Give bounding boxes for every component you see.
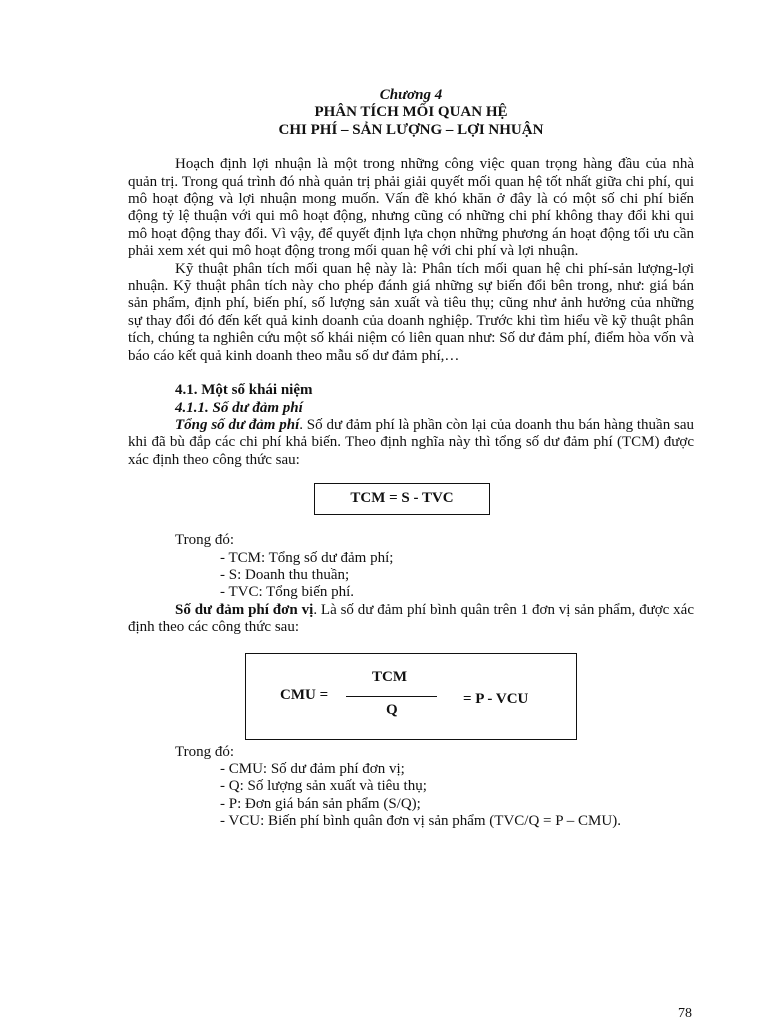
tcm-term: Tổng số dư đảm phí bbox=[175, 416, 300, 433]
cmu-definition-text: . Là số dư đảm phí bình quân trên 1 đơn vị sản phẩm, được xác định theo các công thức sau: bbox=[128, 601, 694, 636]
list-item: - TCM: Tổng số dư đảm phí; bbox=[220, 549, 394, 566]
chapter-title-line1: PHÂN TÍCH MỐI QUAN HỆ bbox=[314, 104, 508, 121]
chapter-label: Chương 4 bbox=[379, 87, 443, 103]
chapter-heading bbox=[128, 87, 694, 139]
definition-list-2 bbox=[128, 761, 694, 831]
formula-rhs: = P - VCU bbox=[463, 690, 529, 707]
formula-lhs: CMU = bbox=[280, 686, 329, 703]
definition-list-1 bbox=[128, 550, 694, 602]
cmu-definition bbox=[128, 602, 694, 637]
section-heading: 4.1. Một số khái niệm bbox=[175, 382, 313, 399]
formula-numerator: TCM bbox=[372, 668, 407, 685]
list-item: - VCU: Biến phí bình quân đơn vị sản phẩm (TVC/Q = P – CMU). bbox=[220, 813, 621, 830]
formula-denominator: Q bbox=[386, 701, 398, 718]
list-item: - Q: Số lượng sản xuất và tiêu thụ; bbox=[220, 778, 427, 795]
tcm-definition bbox=[128, 417, 694, 469]
where-label-2: Trong đó: bbox=[175, 743, 235, 760]
page-number: 78 bbox=[678, 1006, 692, 1021]
intro-paragraph-1: Hoạch định lợi nhuận là một trong những công việc quan trọng hàng đầu của nhà quản trị. Trong quá trình đó nhà quản trị phải giải quyết mối quan hệ tốt nhất giữa chi phí, qui mô hoạt động và lợi nhuận mong muốn. Vấn đề khó khăn ở đây là có một số chi phí biến động tỷ lệ thuận với qui mô hoạt động, nhưng cũng có những chi phí không thay đổi khi qui mô hoạt động thay đổi. Vì vậy, để quyết định lựa chọn những phương án hoạt động tối ưu cần phải xem xét qui mô hoạt động trong mối quan hệ với chi phí và lợi nhuận. bbox=[128, 156, 694, 260]
page-content bbox=[128, 87, 694, 831]
subsection-heading: 4.1.1. Số dư đảm phí bbox=[175, 399, 303, 416]
formula-tcm-box: TCM = S - TVC bbox=[314, 483, 490, 515]
fraction-bar bbox=[346, 696, 437, 697]
list-item: - P: Đơn giá bán sản phẩm (S/Q); bbox=[220, 795, 421, 812]
cmu-term: Số dư đảm phí đơn vị bbox=[175, 601, 314, 618]
list-item: - TVC: Tổng biến phí. bbox=[220, 584, 355, 601]
chapter-title-line2: CHI PHÍ – SẢN LƯỢNG – LỢI NHUẬN bbox=[278, 121, 544, 138]
intro-paragraph-2: Kỹ thuật phân tích mối quan hệ này là: Phân tích mối quan hệ chi phí-sản lượng-lợi nhuận. Kỹ thuật phân tích này cho phép đánh giá những sự biến đổi bên trong, như: giá bán sản phẩm, định phí, biến phí, số lượng sản xuất và tiêu thụ; cũng như ảnh hưởng của những sự thay đổi đó đến kết quả kinh doanh của doanh nghiệp. Trước khi tìm hiểu về kỹ thuật phân tích, chúng ta nghiên cứu một số khái niệm có liên quan như: Số dư đảm phí, điểm hòa vốn và báo cáo kết quả kinh doanh theo mẫu số dư đảm phí,… bbox=[128, 260, 694, 364]
formula-cmu-box bbox=[245, 653, 577, 740]
list-item: - S: Doanh thu thuần; bbox=[220, 566, 350, 583]
tcm-definition-text: . Số dư đảm phí là phần còn lại của doanh thu bán hàng thuần sau khi đã bù đắp các chi phí khả biến. Theo định nghĩa này thì tổng số dư đảm phí (TCM) được xác định theo công thức sau: bbox=[128, 416, 695, 468]
list-item: - CMU: Số dư đảm phí đơn vị; bbox=[220, 760, 405, 777]
where-label-1: Trong đó: bbox=[175, 532, 235, 549]
